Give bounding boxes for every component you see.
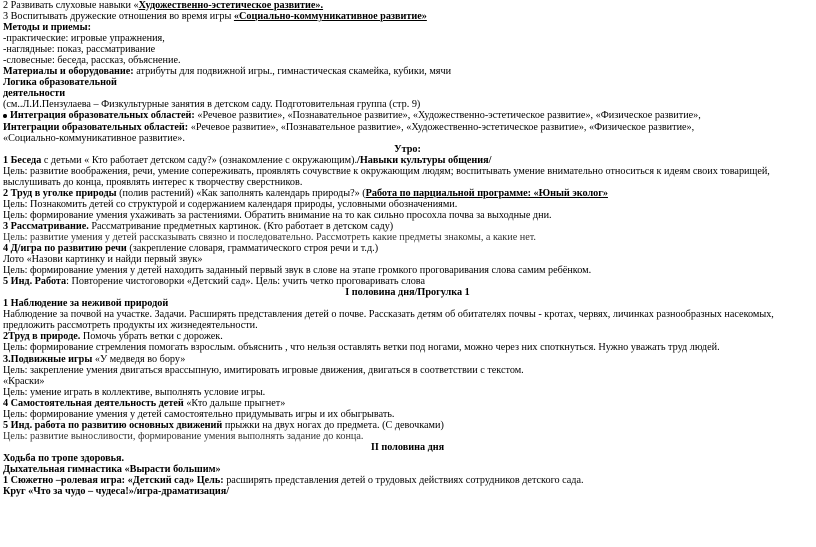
text-paragraph: Цель: развитие воображения, речи, умение сопереживать, проявлять сочувствие к окружающим людям; воспитывать умение внимательно относиться к идеям своих товарищей, выслушивать до конца, проявлять интерес к творчеству сверстников.	[3, 165, 770, 188]
text-line: «Краски»	[3, 375, 45, 387]
text-line: Интеграции образовательных областей: «Речевое развитие», «Познавательное развитие», «Художественно-эстетическое развитие», «Физическое развитие»,	[3, 121, 695, 133]
text-line: -словесные: беседа, рассказ, объяснение.	[3, 55, 181, 67]
text-line: 4 Д/игра по развитию речи (закрепление словаря, грамматического строя речи и т.д.)	[3, 243, 379, 255]
text-line: 1 Беседа с детьми « Кто работает детском саду?» (ознакомление с окружающим)./Навыки культуры общения/	[3, 154, 492, 166]
section-heading: Методы и приемы:	[3, 22, 91, 34]
text-line: Цель: Познакомить детей со структурой и содержанием календаря природы, условными обозначениями.	[3, 198, 458, 210]
section-heading: I половина дня/Прогулка 1	[345, 287, 470, 299]
text-line: -наглядные: показ, рассматривание	[3, 44, 156, 56]
section-heading: Круг «Что за чудо – чудеса!»/игра-драматизация/	[3, 486, 230, 498]
text-line: Цель: закрепление умения двигаться врассыпную, имитировать игровые движения, двигаться в соответствии с текстом.	[3, 364, 524, 376]
text-line: 2 Труд в уголке природы (полив растений) «Как заполнять календарь природы?» (Работа по парциальной программе: «Юный эколог»	[3, 187, 608, 199]
text-line: Цель: формирование умения у детей самостоятельно придумывать игры и их обыгрывать.	[3, 408, 395, 420]
text-line: 2Труд в природе. Помочь убрать ветки с дорожек.	[3, 331, 223, 343]
section-heading: Дыхательная гимнастика «Вырасти большим»	[3, 463, 221, 475]
text-line: Лото «Назови картинку и найди первый звук»	[3, 254, 203, 266]
text-line: Цель: формирование умения ухаживать за растениями. Обратить внимание на то как сильно просохла почва за выходные дни.	[3, 209, 552, 221]
text-line: 4 Самостоятельная деятельность детей «Кто дальше прыгнет»	[3, 397, 286, 409]
text-line: 2 Развивать слуховые навыки «Художественно-эстетическое развитие».	[3, 0, 324, 11]
text-line: 3 Рассматривание. Рассматривание предметных картинок. (Кто работает в детском саду)	[3, 220, 394, 232]
text-paragraph: Наблюдение за почвой на участке. Задачи. Расширять представления детей о почве. Рассказать детям об обитателях почвы - кротах, червях, личинках разнообразных насекомых, предложить рассмотреть продукты их жизнедеятельности.	[3, 309, 774, 332]
text-line: «Социально-коммуникативное развитие».	[3, 132, 185, 144]
section-heading: Ходьба по тропе здоровья.	[3, 452, 125, 464]
text-line: -практические: игровые упражнения,	[3, 33, 165, 45]
text-line: 5 Инд. Работа: Повторение чистоговорки «Детский сад». Цель: учить четко проговаривать слова	[3, 276, 425, 288]
text-line: Цель: формирование умения у детей находить заданный первый звук в слове на этапе громкого проговаривания слова самим ребёнком.	[3, 265, 592, 277]
text-line: Цель: развитие умения у детей рассказывать связно и последовательно. Рассмотреть какие предметы знакомы, а какие нет.	[3, 231, 536, 243]
text-line: 3.Подвижные игры «У медведя во бору»	[3, 353, 186, 365]
section-heading: II половина дня	[370, 441, 445, 453]
text-line: 5 Инд. работа по развитию основных движений прыжки на двух ногах до предмета. (С девочками)	[3, 419, 444, 431]
text-line: Цель: развитие выносливости, формирование умения выполнять задание до конца.	[3, 430, 364, 442]
text-line: (см..Л.И.Пензулаева – Физкультурные занятия в детском саду. Подготовительная группа (стр. 9)	[3, 99, 421, 111]
section-heading: деятельности	[3, 88, 66, 100]
text-line: Материалы и оборудование: атрибуты для подвижной игры., гимнастическая скамейка, кубики, мячи	[3, 66, 452, 78]
text-line: Цель: умение играть в коллективе, выполнять условие игры.	[3, 386, 266, 398]
text-line: 1 Сюжетно –ролевая игра: «Детский сад» Цель: расширять представления детей о трудовых действиях сотрудников детского сада.	[3, 475, 584, 487]
text-line: Интеграция образовательных областей: «Речевое развитие», «Познавательное развитие», «Художественно-эстетическое развитие», «Физическое развитие»,	[3, 110, 812, 121]
text-line: 3 Воспитывать дружеские отношения во время игры «Социально-коммуникативное развитие»	[3, 11, 427, 23]
bullet-icon	[3, 114, 7, 118]
section-heading: 1 Наблюдение за неживой природой	[3, 298, 169, 310]
section-heading: Утро:	[394, 143, 421, 155]
section-heading: Логика образовательной	[3, 77, 117, 89]
text-line: Цель: формирование стремления помогать взрослым. объяснить , что нельзя оставлять ветки под ногами, можно через них споткнуться. Нужно уважать труд людей.	[3, 342, 720, 354]
